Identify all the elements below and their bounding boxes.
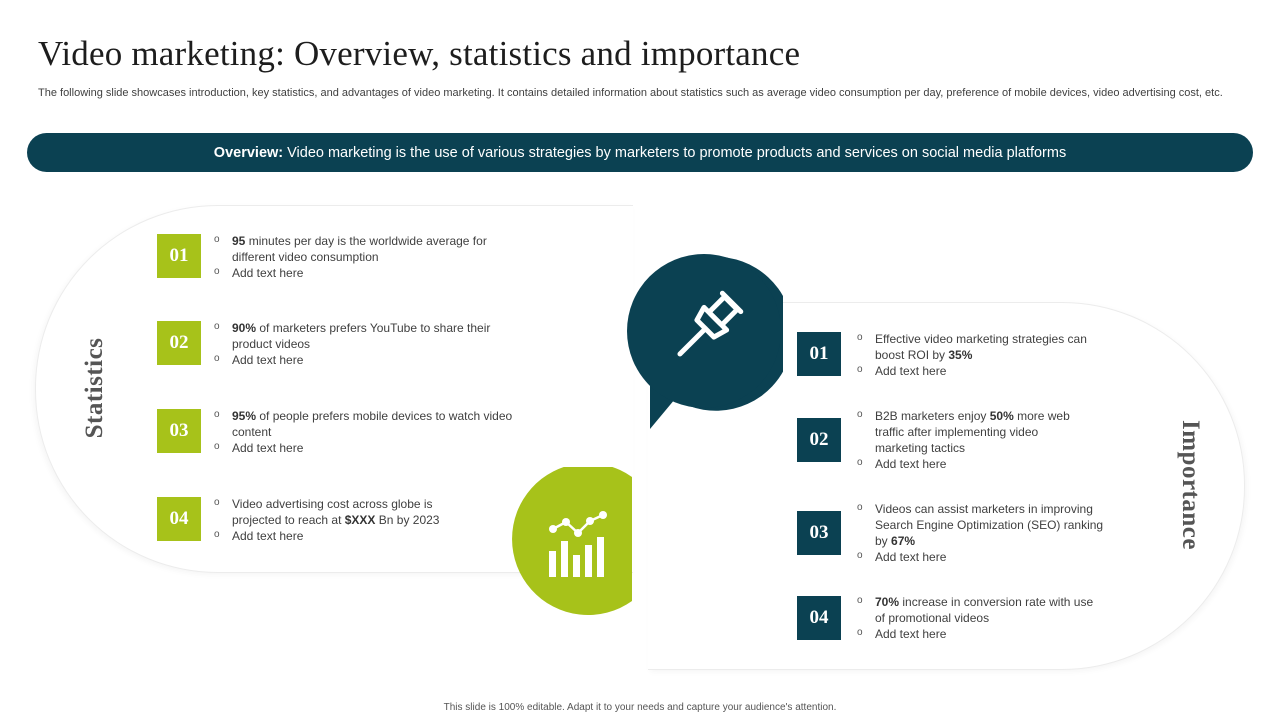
list-item: o Add text here (857, 456, 1092, 472)
importance-number-1: 01 (797, 332, 841, 376)
stat-list-1 (214, 233, 524, 281)
list-item: o 90% of marketers prefers YouTube to share their product videos (214, 320, 524, 352)
importance-list-3 (857, 501, 1107, 565)
list-item: o Add text here (214, 528, 484, 544)
importance-list-4 (857, 594, 1097, 642)
stat-number-1: 01 (157, 234, 201, 278)
list-item: o Add text here (214, 440, 524, 456)
list-item: o Add text here (857, 549, 1107, 565)
statistics-heading: Statistics (81, 337, 108, 439)
importance-list-2 (857, 408, 1092, 472)
list-item: o Add text here (857, 363, 1112, 379)
list-item: o B2B marketers enjoy 50% more web traffic after implementing video marketing tactics (857, 408, 1092, 456)
importance-circle (625, 254, 783, 429)
overview-banner (27, 133, 1253, 172)
importance-list-1 (857, 331, 1112, 379)
overview-label: Overview: (213, 144, 284, 161)
page-subtitle: The following slide showcases introduction, key statistics, and advantages of video marketing. It contains detailed information about statistics such as average video consumption per day, preference of mobile devices, video advertising cost, etc. (38, 87, 1223, 99)
importance-heading: Importance (1177, 420, 1204, 550)
list-item: o Effective video marketing strategies can boost ROI by 35% (857, 331, 1112, 363)
stat-number-2: 02 (157, 321, 201, 365)
importance-number-3: 03 (797, 511, 841, 555)
stat-number-4: 04 (157, 497, 201, 541)
list-item: o 70% increase in conversion rate with use of promotional videos (857, 594, 1097, 626)
importance-number-4: 04 (797, 596, 841, 640)
stat-number-3: 03 (157, 409, 201, 453)
list-item: o 95% of people prefers mobile devices to watch video content (214, 408, 524, 440)
stat-list-4 (214, 496, 484, 544)
statistics-circle (500, 467, 652, 619)
importance-number-2: 02 (797, 418, 841, 462)
list-item: o Add text here (214, 352, 524, 368)
list-item: o Add text here (214, 265, 524, 281)
list-item: o Video advertising cost across globe is projected to reach at $XXX Bn by 2023 (214, 496, 484, 528)
page-title: Video marketing: Overview, statistics and importance (38, 34, 801, 73)
list-item: o 95 minutes per day is the worldwide average for different video consumption (214, 233, 524, 265)
footer-note: This slide is 100% editable. Adapt it to your needs and capture your audience's attention. (443, 702, 837, 713)
list-item: o Add text here (857, 626, 1097, 642)
list-item: o Videos can assist marketers in improving Search Engine Optimization (SEO) ranking by 67% (857, 501, 1107, 549)
overview-text: Video marketing is the use of various strategies by marketers to promote products and services on social media platforms (287, 144, 1067, 161)
stat-list-3 (214, 408, 524, 456)
stat-list-2 (214, 320, 524, 368)
